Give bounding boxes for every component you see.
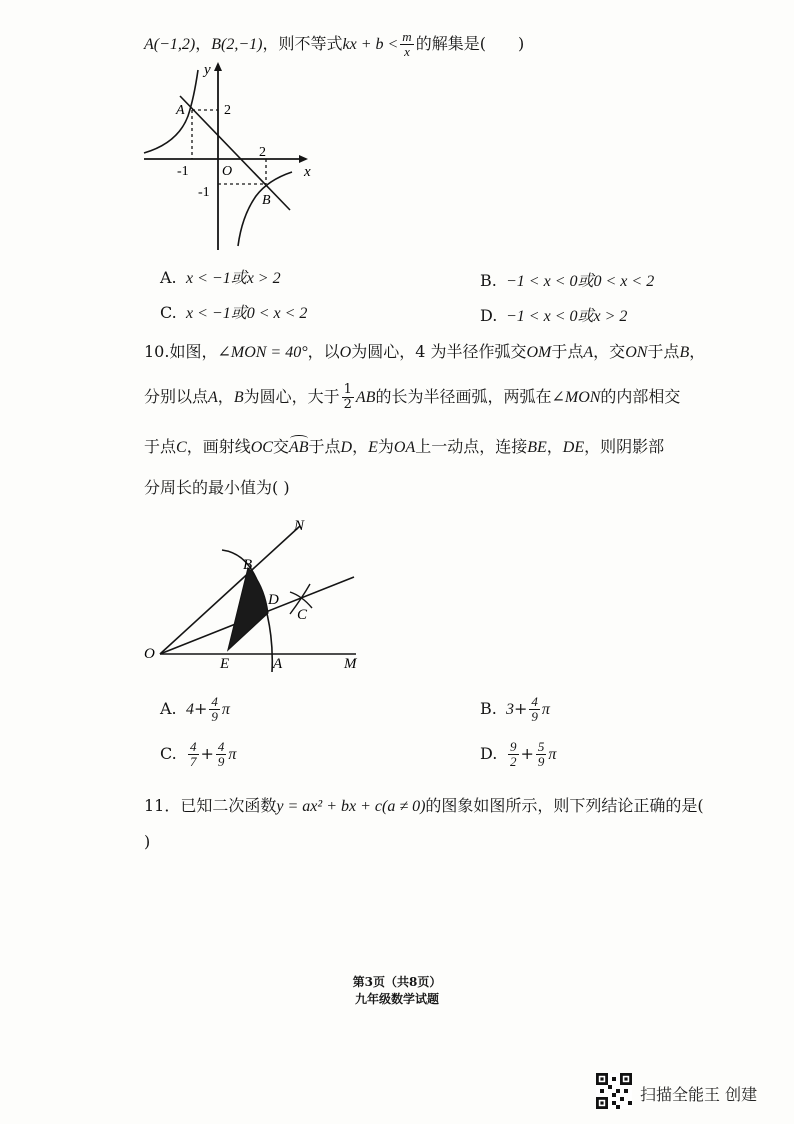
label-d: D	[268, 592, 279, 608]
q9-text-mid: ，则不等式	[262, 34, 343, 53]
label-o: O	[144, 646, 155, 662]
angle-mon: ∠MON = 40°	[217, 344, 308, 361]
label-c: C	[297, 607, 308, 623]
q9-function-graph	[140, 58, 320, 258]
label-b: B	[243, 557, 253, 573]
q10-option-b[interactable]: B. 3+ $\frac{4}{9}$ π	[480, 694, 550, 724]
q10-option-d[interactable]: D. $\frac{9}{2}$ + $\frac{5}{9}$ π	[480, 739, 557, 769]
q10-geometry-figure	[140, 512, 380, 677]
shaded-region	[228, 568, 268, 650]
quadratic-function: y = ax² + bx + c(a ≠ 0)	[276, 798, 426, 815]
inequality-left: kx + b <	[342, 36, 399, 53]
q10-option-a[interactable]: A. 4+ $\frac{4}{9}$ π	[160, 694, 230, 724]
point-b-label: B	[262, 193, 271, 208]
tick-x-2: 2	[259, 145, 266, 160]
q11-line-1: 11．已知二次函数y = ax² + bx + c(a ≠ 0)的图象如图所示，则下列结论正确的是(	[144, 796, 704, 815]
q10-option-c[interactable]: C. $\frac{4}{7}$ + $\frac{4}{9}$ π	[160, 739, 237, 769]
q10-line-3: 于点C，画射线OC交AB于点D，E为OA上一动点，连接BE，DE，则阴影部	[144, 437, 665, 456]
hyperbola-branch-upper-left	[144, 70, 198, 153]
tick-y-neg1: -1	[198, 185, 210, 200]
qr-code-icon	[596, 1073, 632, 1109]
origin-label: O	[222, 164, 233, 179]
q9-option-d[interactable]: D. −1 < x < 0或x > 2	[480, 306, 628, 325]
q10-line-1: 10.如图，∠MON = 40°，以O为圆心，4 为半径作弧交OM于点A，交ON于点B，	[144, 342, 706, 361]
q11-line-2: )	[144, 832, 151, 851]
q9-question-line: A(−1,2)，B(2,−1)，则不等式kx + b < $\frac{m}{x}$ 的解集是( )	[144, 29, 525, 59]
arc-ab: AB	[288, 439, 309, 456]
point-a-coord: A(−1,2)	[144, 36, 196, 53]
q10-line-2: 分别以点A，B为圆心，大于 $\frac{1}{2}$ AB的长为半径画弧，两弧在∠MON的内部相交	[144, 382, 681, 412]
point-b-coord: B(2,−1)	[211, 36, 263, 53]
scanner-watermark: 扫描全能王 创建	[640, 1085, 758, 1104]
tick-y-2: 2	[224, 103, 231, 118]
q9-option-b[interactable]: B. −1 < x < 0或0 < x < 2	[480, 271, 655, 290]
tick-x-neg1: -1	[177, 164, 189, 179]
axis-y-label: y	[204, 62, 211, 78]
q9-answer-paren: ( )	[479, 34, 525, 53]
exam-title: 九年级数学试题	[354, 992, 439, 1006]
linear-function-line	[180, 96, 290, 210]
q10-line-4: 分周长的最小值为( )	[144, 478, 290, 497]
axis-x-label: x	[304, 164, 311, 180]
point-a-label: A	[176, 103, 185, 118]
label-m: M	[344, 656, 357, 672]
q11-number: 11．	[144, 796, 181, 815]
q10-number: 10.	[144, 342, 170, 361]
label-a: A	[273, 656, 283, 672]
x-axis-arrow	[299, 155, 308, 163]
fraction-one-half: $\frac{1}{2}$	[343, 382, 352, 412]
fraction-m-over-x: $\frac{m}{x}$	[402, 29, 412, 59]
y-axis-arrow	[214, 62, 222, 71]
ray-on	[160, 526, 300, 654]
label-e: E	[220, 656, 230, 672]
page-number: 第3页（共8页）	[352, 975, 442, 989]
q9-option-c[interactable]: C. x < −1或0 < x < 2	[160, 303, 308, 322]
label-n: N	[294, 518, 305, 534]
q9-option-a[interactable]: A. x < −1或x > 2	[160, 268, 281, 287]
q9-text-tail: 的解集是	[415, 34, 480, 53]
